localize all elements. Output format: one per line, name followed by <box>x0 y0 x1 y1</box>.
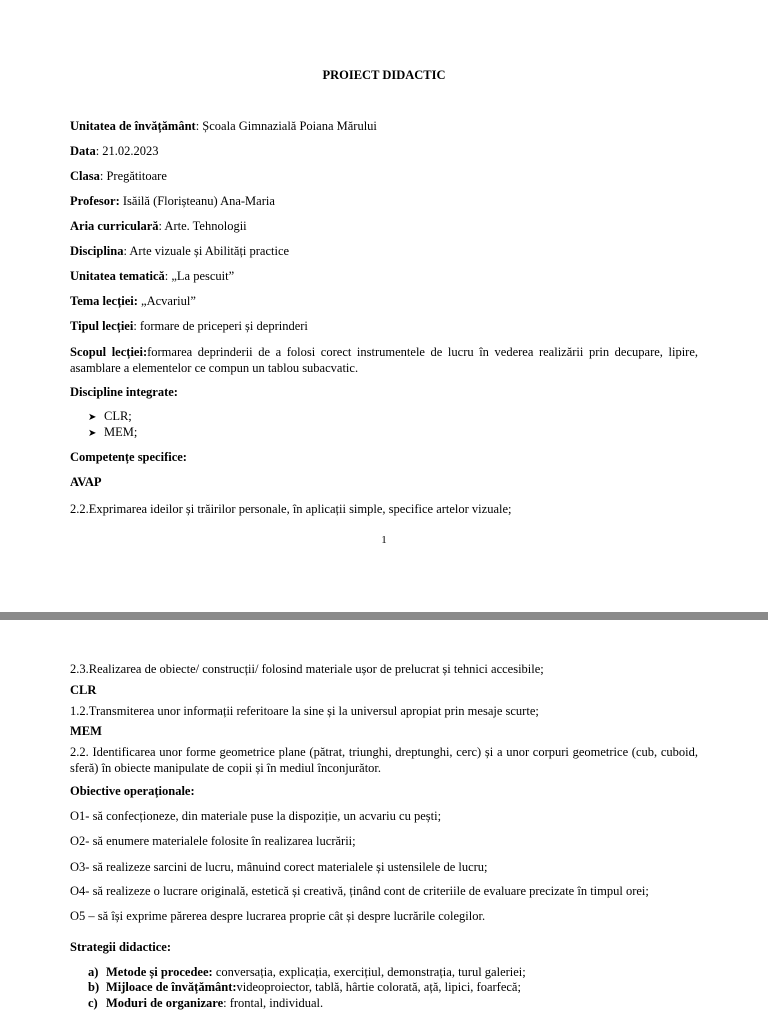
field-label: Unitatea de învățământ <box>70 119 196 133</box>
scope-text: formarea deprinderii de a folosi corect instrumentele de lucru în vederea realizării prin decupare, lipire, asamblare a elementelor ce compun un tablou subacvatic. <box>70 345 699 375</box>
field-label: Unitatea tematică <box>70 269 165 283</box>
mem-heading <box>70 724 102 739</box>
field-value: : Arte vizuale și Abilități practice <box>123 244 290 258</box>
objective-o3: O3- să realizeze sarcini de lucru, mânuind corect materialele și ustensilele de lucru; <box>70 860 488 874</box>
field-value: : Școala Gimnazială Poiana Mărului <box>195 119 377 133</box>
strategy-label: Metode și procedee: <box>106 965 213 979</box>
scope-label: Scopul lecției: <box>70 345 148 359</box>
integrated-label: Discipline integrate: <box>70 385 178 399</box>
strategy-value: videoproiector, tablă, hârtie colorată, ață, lipici, foarfecă; <box>236 980 521 994</box>
field-thematic-unit <box>70 269 234 284</box>
clr-heading <box>70 683 96 698</box>
arrow-bullet-icon: ➤ <box>88 428 97 439</box>
field-label: Clasa <box>70 169 100 183</box>
list-item <box>88 409 132 424</box>
strategy-letter: c) <box>88 996 98 1010</box>
competence-avap-2-2: 2.2.Exprimarea ideilor și trăirilor personale, în aplicații simple, specifice artelor vizuale; <box>70 502 512 516</box>
field-lesson-theme <box>70 294 196 309</box>
competences-heading <box>70 450 187 465</box>
lesson-scope <box>70 344 698 376</box>
competence-clr-1-2: 1.2.Transmiterea unor informații referitoare la sine și la universul apropiat prin mesaje scurte; <box>70 704 539 718</box>
avap-label: AVAP <box>70 475 102 489</box>
strategy-value: : frontal, individual. <box>223 996 324 1010</box>
field-value: : Arte. Tehnologii <box>158 219 247 233</box>
page-separator <box>0 612 768 620</box>
strategies-heading <box>70 940 171 955</box>
competence-mem-2-2: 2.2. Identificarea unor forme geometrice plane (pătrat, triunghi, dreptunghi, cerc) și a unor corpuri geometrice (cub, cuboid, sferă) în obiecte manipulate de copii și în mediul înconjurător. <box>70 745 698 775</box>
field-teacher <box>70 194 275 209</box>
objective-o1: O1- să confecționeze, din materiale puse la dispoziție, un acvariu cu pești; <box>70 809 442 823</box>
strategy-item <box>88 965 526 980</box>
objective-o4: O4- să realizeze o lucrare originală, estetică și creativă, ținând cont de criteriile de evaluare precizate în timpul orei; <box>70 884 649 898</box>
strategy-label: Moduri de organizare <box>106 996 224 1010</box>
field-school <box>70 119 377 134</box>
arrow-bullet-icon: ➤ <box>88 412 97 423</box>
list-item <box>88 425 137 440</box>
strategy-value: conversația, explicația, exercițiul, demonstrația, turul galeriei; <box>212 965 526 979</box>
objectives-label: Obiective operaționale: <box>70 784 195 798</box>
field-value: : Pregătitoare <box>99 169 167 183</box>
objectives-heading <box>70 784 195 799</box>
field-value: : 21.02.2023 <box>95 144 159 158</box>
field-label: Tema lecției: <box>70 294 138 308</box>
competences-label: Competențe specifice: <box>70 450 187 464</box>
objective-o2: O2- să enumere materialele folosite în realizarea lucrării; <box>70 834 356 848</box>
document-title: PROIECT DIDACTIC <box>322 68 446 82</box>
field-label: Profesor: <box>70 194 120 208</box>
strategy-item <box>88 996 323 1011</box>
integrated-disciplines-heading <box>70 385 178 400</box>
strategies-label: Strategii didactice: <box>70 940 172 954</box>
field-lesson-type <box>70 319 308 334</box>
strategy-letter: b) <box>88 980 100 994</box>
page-number: 1 <box>381 534 387 546</box>
competence-avap-2-3: 2.3.Realizarea de obiecte/ construcții/ folosind materiale ușor de prelucrat și tehnici accesibile; <box>70 662 544 676</box>
field-value: Isăilă (Floriștеanu) Ana-Maria <box>119 194 275 208</box>
field-label: Tipul lecției <box>70 319 134 333</box>
field-label: Disciplina <box>70 244 124 258</box>
field-discipline <box>70 244 289 259</box>
field-curricular-area <box>70 219 247 234</box>
field-label: Aria curriculară <box>70 219 159 233</box>
field-class <box>70 169 167 184</box>
document-page-2 <box>0 620 768 1024</box>
field-value: „Acvariul” <box>137 294 196 308</box>
list-item-text: CLR; <box>104 409 132 423</box>
objective-o5: O5 – să își exprime părerea despre lucrarea proprie cât și despre lucrările colegilor. <box>70 909 486 923</box>
mem-label: MEM <box>70 724 102 738</box>
field-date <box>70 144 159 159</box>
clr-label: CLR <box>70 683 97 697</box>
field-label: Data <box>70 144 96 158</box>
strategy-item <box>88 980 521 995</box>
strategy-letter: a) <box>88 965 99 979</box>
avap-heading <box>70 475 102 490</box>
list-item-text: MEM; <box>104 425 138 439</box>
field-value: : „La pescuit” <box>164 269 235 283</box>
strategy-label: Mijloace de învățământ: <box>106 980 237 994</box>
field-value: : formare de priceperi și deprinderi <box>133 319 308 333</box>
